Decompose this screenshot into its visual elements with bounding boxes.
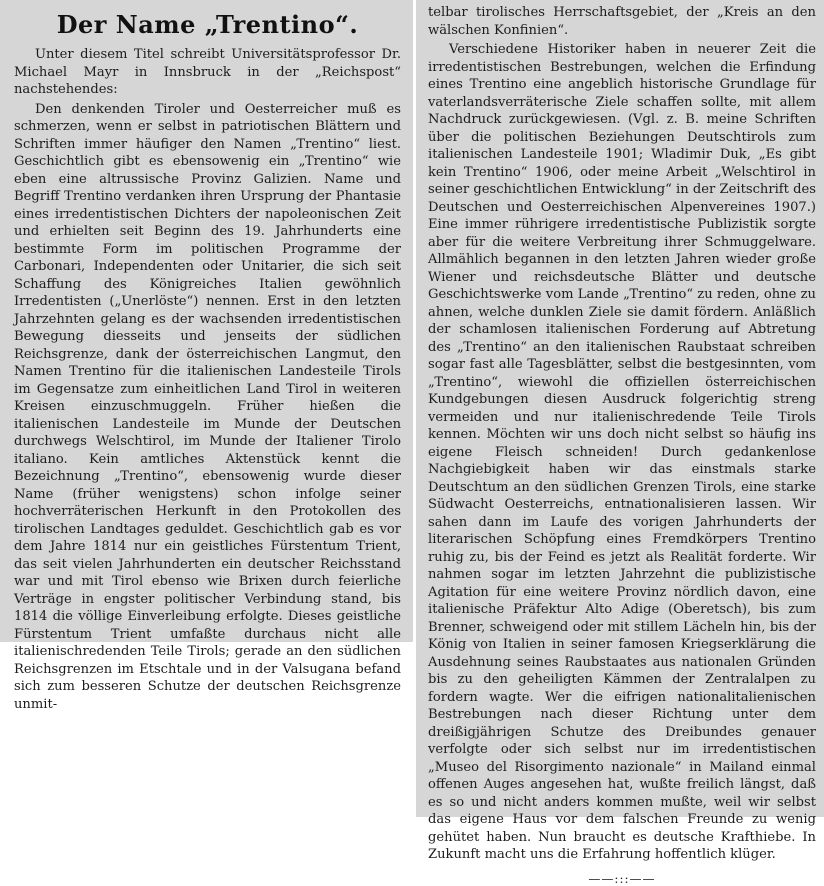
left-column <box>0 0 413 712</box>
end-divider: ——:::—— <box>588 871 656 886</box>
article-paragraph-intro: Unter diesem Titel schreibt Universitätsprofessor Dr. Michael Mayr in Innsbruck in der „Reichspost“ nachstehendes: <box>14 47 401 97</box>
right-column <box>416 0 824 886</box>
article-paragraph: Verschiedene Historiker haben in neuerer Zeit die irredentistischen Bestrebungen, welchen die Erfindung eines Trentino eine angeblich historische Grundlage für vaterlandsverräterische Ziele schaffen sollte, mit allem Nachdruck zurückgewiesen. (Vgl. z. B. meine Schriften über die politischen Beziehungen Deutschtirols zum italienischen Landesteile 1901; Wladimir Duk, „Es gibt kein Trentino“ 1906, oder meine Arbeit „Welschtirol in seiner geschichtlichen Entwicklung“ in der Zeitschrift des Deutschen und Oesterreichischen Alpenvereines 1907.) Eine immer rührigere irredentistische Publizistik sorgte aber für die weitere Verbreitung ihrer Schmuggelware. Allmählich begannen in den letzten Jahren wieder große Wiener und reichsdeutsche Blätter und deutsche Geschichtswerke vom Lande „Trentino“ zu reden, ohne zu ahnen, welche dunklen Ziele sie damit fördern. Anläßlich der schamlosen italienischen Forderung auf Abtretung des „Trentino“ an den italienischen Raubstaat schreiben sogar fast alle Tagesblätter, selbst die bestgesinnten, vom „Trentino“, wiewohl die offiziellen österreichischen Kundgebungen diesen Ausdruck folgerichtig streng vermeiden und nur italienischredende Teile Tirols kennen. Möchten wir uns doch nicht selbst so häufig ins eigene Fleisch schneiden! Durch gedankenlose Nachgiebigkeit haben wir das einstmals starke Deutschtum an den südlichen Grenzen Tirols, eine starke Südwacht Oesterreichs, entnationalisieren lassen. Wir sahen dann im Laufe des vorigen Jahrhunderts der literarischen Schöpfung eines Fremdkörpers Trentino ruhig zu, bis der Feind es jetzt als Realität forderte. Wir nahmen sogar im letzten Jahrzehnt die publizistische Agitation für eine weitere Provinz nördlich davon, eine italienische Präfektur Alto Adige (Oberetsch), bis zum Brenner, schweigend oder mit stillem Lächeln hin, bis der König von Italien in seiner famosen Kriegserklärung die Ausdehnung seines Raubstaates aus nationalen Gründen bis zu den geheiligten Kämmen der Zentralalpen zu fordern wagte. Wer die eifrigen nationalitalienischen Bestrebungen nach dieser Richtung unter dem dreißigjährigen Schutze des Dreibundes genauer verfolgte oder sich selbst nur im irredentistischen „Museo del Risorgimento nazionale“ in Mailand einmal offenen Auges angesehen hat, wußte freilich längst, daß es so und nicht anders kommen mußte, weil wir selbst das eigene Haus vor dem falschen Freunde zu wenig gehütet haben. Nun braucht es deutsche Krafthiebe. In Zukunft macht uns die Erfahrung hoffentlich klüger. <box>428 42 816 862</box>
article-title: Der Name „Trentino“. <box>56 10 359 39</box>
article-paragraph: Den denkenden Tiroler und Oesterreicher muß es schmerzen, wenn er selbst in patriotischen Blättern und Schriften immer häufiger den Namen „Trentino“ liest. Geschichtlich gibt es ebensowenig ein „Trentino“ wie eben eine altrussische Provinz Galizien. Name und Begriff Trentino verdanken ihren Ursprung der Phantasie eines irredentistischen Dichters der napoleonischen Zeit und erhielten seit Beginn des 19. Jahrhunderts eine bestimmte Form im politischen Programme der Carbonari, Independenten oder Unitarier, die sich seit Schaffung des Königreiches Italien gewöhnlich Irredentisten („Unerlöste“) nennen. Erst in den letzten Jahrzehnten gelang es der wachsenden irredentistischen Bewegung diesseits und jenseits der südlichen Reichsgrenze, dank der österreichischen Langmut, den Namen Trentino für die italienischen Landesteile Tirols im Gegensatze zum einheitlichen Land Tirol in weiteren Kreisen einzuschmuggeln. Früher hießen die italienischen Landesteile im Munde der Deutschen durchwegs Welschtirol, im Munde der Italiener Tirolo italiano. Kein amtliches Aktenstück kennt die Bezeichnung „Trentino“, ebensowenig wurde dieser Name (früher wenigstens) schon infolge seiner hochverräterischen Herkunft in den Protokollen des tirolischen Landtages geduldet. Geschichtlich gab es vor dem Jahre 1814 nur ein geistliches Fürstentum Trient, das seit vielen Jahrhunderten ein deutscher Reichsstand war und mit Tirol ebenso wie Brixen durch feierliche Verträge in engster politischer Verbindung stand, bis 1814 die völlige Einverleibung erfolgte. Dieses geistliche Fürstentum Trient umfaßte durchaus nicht alle italienischredenden Teile Tirols; gerade an den südlichen Reichsgrenzen im Etschtale und in der Valsugana befand sich zum besseren Schutze der deutschen Reichsgrenze unmit- <box>14 101 401 712</box>
article-paragraph-continued: telbar tirolisches Herrschaftsgebiet, der „Kreis an den wälschen Konfinien“. <box>428 5 816 38</box>
